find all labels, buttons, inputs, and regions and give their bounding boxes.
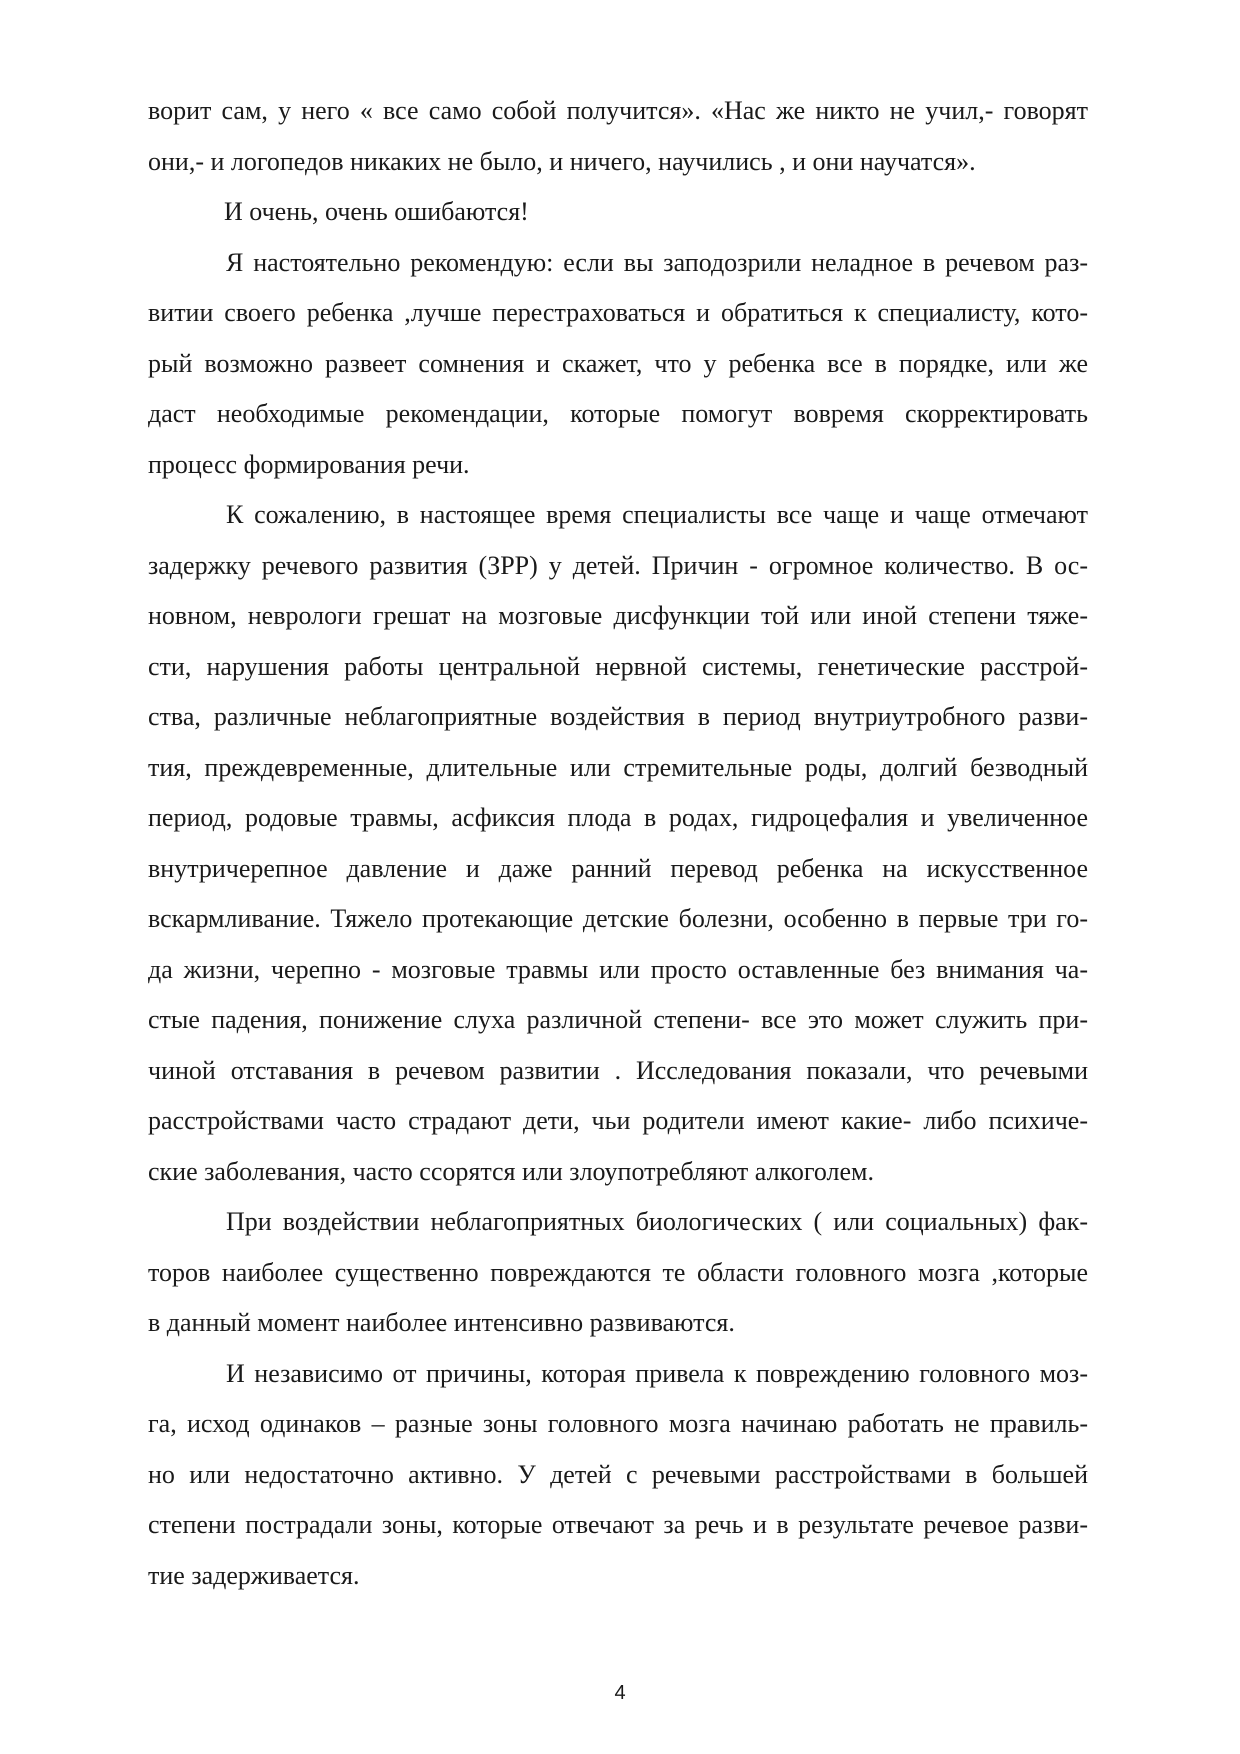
- paragraph: [148, 86, 1088, 187]
- text-line: И очень, очень ошибаются!: [224, 197, 529, 226]
- text-line: витии своего ребенка ,лучше перестраховаться и обратиться к специалисту, кото-: [148, 298, 1088, 327]
- text-line: но или недостаточно активно. У детей с речевыми расстройствами в большей: [148, 1459, 1088, 1489]
- text-line: тия, преждевременные, длительные или стремительные роды, долгий безводный: [148, 752, 1088, 782]
- text-line: рый возможно развеет сомнения и скажет, что у ребенка все в порядке, или же: [148, 348, 1088, 378]
- text-line: степени пострадали зоны, которые отвечают за речь и в результате речевое разви-: [148, 1510, 1088, 1539]
- text-line: И независимо от причины, которая привела к повреждению головного моз-: [226, 1358, 1088, 1388]
- text-line: даст необходимые рекомендации, которые помогут вовремя скорректировать: [148, 399, 1088, 428]
- text-line: они,- и логопедов никаких не было, и ничего, научились , и они научатся».: [148, 146, 976, 176]
- document-body: [148, 86, 1088, 1601]
- text-line: период, родовые травмы, асфиксия плода в родах, гидроцефалия и увеличенное: [148, 803, 1088, 832]
- text-line: ворит сам, у него « все само собой получится». «Нас же никто не учил,- говорят: [148, 96, 1088, 125]
- text-line: ства, различные неблагоприятные воздействия в период внутриутробного разви-: [148, 702, 1088, 731]
- text-line: Я настоятельно рекомендую: если вы заподозрили неладное в речевом раз-: [226, 247, 1088, 277]
- text-line: в данный момент наиболее интенсивно развиваются.: [148, 1308, 735, 1337]
- text-line: При воздействии неблагоприятных биологических ( или социальных) фак-: [226, 1207, 1088, 1236]
- text-line: ские заболевания, часто ссорятся или злоупотребляют алкоголем.: [148, 1156, 874, 1186]
- text-line: задержку речевого развития (ЗРР) у детей. Причин - огромное количество. В ос-: [148, 550, 1088, 580]
- text-line: стые падения, понижение слуха различной степени- все это может служить при-: [148, 1005, 1088, 1034]
- paragraph: [148, 490, 1088, 1197]
- text-line: вскармливание. Тяжело протекающие детские болезни, особенно в первые три го-: [148, 904, 1088, 933]
- text-line: чиной отставания в речевом развитии . Исследования показали, что речевыми: [148, 1055, 1088, 1085]
- text-line: внутричерепное давление и даже ранний перевод ребенка на искусственное: [148, 853, 1088, 883]
- text-line: тие задерживается.: [148, 1560, 360, 1590]
- text-line: процесс формирования речи.: [148, 449, 470, 479]
- paragraph: [148, 1197, 1088, 1349]
- paragraph: [148, 238, 1088, 491]
- text-line: га, исход одинаков – разные зоны головного мозга начинаю работать не правиль-: [148, 1409, 1088, 1438]
- paragraph: [148, 1349, 1088, 1602]
- text-line: новном, неврологи грешат на мозговые дисфункции той или иной степени тяже-: [148, 601, 1088, 630]
- page-number: 4: [614, 1682, 626, 1704]
- paragraph: [148, 187, 1088, 238]
- text-line: сти, нарушения работы центральной нервной системы, генетические расстрой-: [148, 651, 1088, 681]
- text-line: да жизни, черепно - мозговые травмы или просто оставленные без внимания ча-: [148, 954, 1088, 984]
- text-line: расстройствами часто страдают дети, чьи родители имеют какие- либо психиче-: [148, 1106, 1088, 1135]
- text-line: торов наиболее существенно повреждаются те области головного мозга ,которые: [148, 1257, 1088, 1287]
- text-line: К сожалению, в настоящее время специалисты все чаще и чаще отмечают: [226, 500, 1088, 529]
